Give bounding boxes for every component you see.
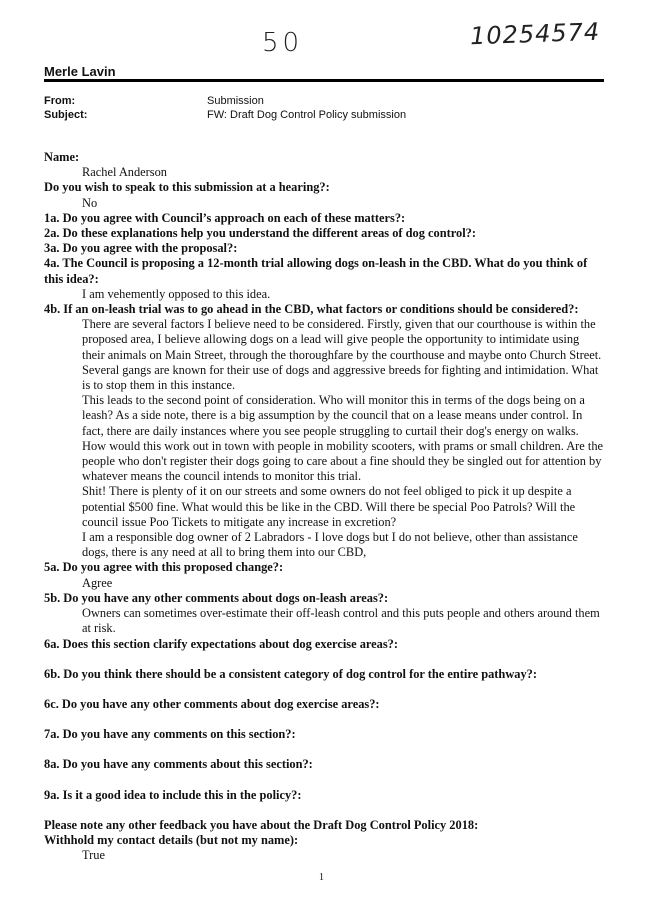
form-question: 8a. Do you have any comments about this section?:: [44, 757, 313, 772]
form-question: 6a. Does this section clarify expectations about dog exercise areas?:: [44, 636, 398, 651]
subject-label: Subject:: [44, 109, 88, 121]
subject-value: FW: Draft Dog Control Policy submission: [207, 109, 407, 121]
blank-answer-space: [44, 773, 604, 788]
form-question: 4b. If an on-leash trial was to go ahead in the CBD, what factors or conditions should be considered?:: [44, 302, 579, 317]
header-divider: [44, 79, 604, 82]
form-question: 1a. Do you agree with Council’s approach on each of these matters?:: [44, 210, 406, 225]
form-question: 4a. The Council is proposing a 12-month trial allowing dogs on-leash in the CBD. What do you think of this idea?:: [44, 256, 588, 286]
form-answer: No: [82, 195, 98, 210]
form-question: 2a. Do these explanations help you understand the different areas of dog control?:: [44, 226, 476, 241]
form-question: Withhold my contact details (but not my name):: [44, 832, 299, 847]
page-number: 1: [319, 872, 324, 883]
blank-answer-space: [44, 803, 604, 818]
from-label: From:: [44, 95, 76, 107]
form-question: Do you wish to speak to this submission at a hearing?:: [44, 180, 330, 195]
form-question: Please note any other feedback you have about the Draft Dog Control Policy 2018:: [44, 817, 479, 832]
form-answer: Agree: [82, 575, 113, 590]
form-question: 6c. Do you have any other comments about dog exercise areas?:: [44, 696, 380, 711]
handwritten-number: 50: [262, 28, 304, 58]
form-answer: I am a responsible dog owner of 2 Labradors - I love dogs but I do not believe, other than assistance dogs, there is any need at all to bring them into our CBD,: [82, 530, 578, 560]
form-question: 7a. Do you have any comments on this section?:: [44, 727, 296, 742]
form-answer: Owners can sometimes over-estimate their off-leash control and this puts people and others around them at risk.: [82, 606, 600, 636]
form-answer: Rachel Anderson: [82, 165, 167, 180]
blank-answer-space: [44, 742, 604, 757]
form-answer: This leads to the second point of consideration. Who will monitor this in terms of the dogs being on a leash? As a side note, there is a big assumption by the council that on a lease means under control. In fact, there are daily instances where you see people struggling to curtail their dog's energy on walks. How would this work out in town with people in mobility scooters, with prams or small children. Are the people who don't register their dogs going to care about a fine should they be singled out for attention by whatever means the council intends to monitor this trial.: [82, 393, 604, 484]
blank-answer-space: [44, 712, 604, 727]
form-answer: I am vehemently opposed to this idea.: [82, 286, 271, 301]
form-question: 3a. Do you agree with the proposal?:: [44, 241, 238, 256]
blank-answer-space: [44, 682, 604, 697]
blank-answer-space: [44, 652, 604, 667]
form-question: Name:: [44, 150, 80, 164]
submission-body: [44, 150, 604, 863]
from-value: Submission: [207, 95, 264, 107]
form-question: 5a. Do you agree with this proposed change?:: [44, 560, 284, 575]
form-question: 9a. Is it a good idea to include this in the policy?:: [44, 787, 302, 802]
form-answer: Shit! There is plenty of it on our streets and some owners do not feel obliged to pick it up despite a potential $500 fine. What would this be like in the CBD. Will there be special Poo Patrols? Will the council issue Poo Tickets to mitigate any increase in excretion?: [82, 484, 576, 529]
form-question: 6b. Do you think there should be a consistent category of dog control for the entire pathway?:: [44, 666, 537, 681]
sender-name: Merle Lavin: [44, 64, 116, 79]
handwritten-reference: 10254574: [469, 17, 601, 51]
form-answer: True: [82, 848, 105, 863]
form-question: 5b. Do you have any other comments about dogs on-leash areas?:: [44, 590, 389, 605]
form-answer: There are several factors I believe need to be considered. Firstly, given that our courthouse is within the proposed area, I believe allowing dogs on a lead will give people the opportunity to intimidate using their animals on Main Street, through the thoroughfare by the courthouse and maybe onto Church Street. Several gangs are known for their use of dogs and aggressive breeds for fighting and intimidation. What is to stop them in this instance.: [82, 317, 602, 393]
